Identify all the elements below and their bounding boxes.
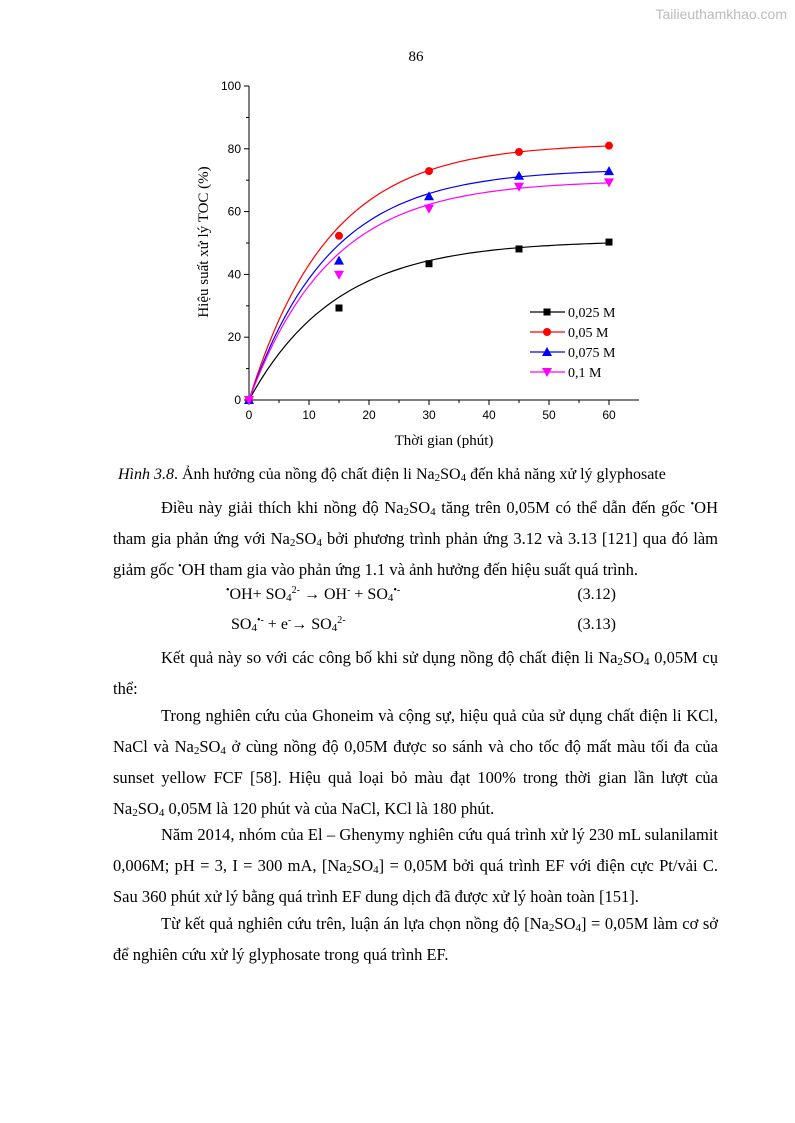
legend-label: 0,075 M bbox=[568, 346, 616, 361]
marker-square bbox=[426, 260, 433, 267]
marker-triangle-up bbox=[604, 166, 614, 175]
paragraph-1: Điều này giải thích khi nồng độ Na2SO4 tăng trên 0,05M có thể dẫn đến gốc •OH tham gia phản ứng với Na2SO4 bởi phương trình phản ứng 3.12 và 3.13 [121] qua đó làm giảm gốc •OH tham gia vào phản ứng 1.1 và ảnh hưởng đến hiệu suất quá trình. bbox=[113, 498, 718, 579]
y-tick-label: 0 bbox=[234, 393, 241, 407]
marker-square bbox=[606, 239, 613, 246]
figure-caption: Hình 3.8. Ảnh hưởng của nồng độ chất điện li Na2SO4 đến khả năng xử lý glyphosate bbox=[118, 466, 666, 484]
toc-efficiency-chart bbox=[185, 74, 655, 454]
x-axis-label: Thời gian (phút) bbox=[394, 433, 494, 449]
marker-circle bbox=[425, 167, 433, 175]
series-layer bbox=[244, 142, 614, 405]
equation-3-13: $SO4^{•-} + e^-\to SO4^{2-}$ (3.13) bbox=[231, 615, 616, 634]
x-tick-label: 50 bbox=[542, 408, 556, 422]
y-axis-label: Hiệu suất xử lý TOC (%) bbox=[196, 166, 212, 318]
marker-circle bbox=[605, 142, 613, 150]
equation-number: (3.12) bbox=[577, 586, 616, 603]
x-tick-label: 0 bbox=[245, 408, 253, 422]
marker-square bbox=[336, 304, 343, 311]
legend bbox=[530, 306, 616, 381]
legend-label: 0,05 M bbox=[568, 326, 609, 341]
equation-number: (3.13) bbox=[577, 616, 616, 633]
marker-square bbox=[544, 309, 551, 316]
arrow-icon: → bbox=[291, 616, 308, 633]
marker-triangle-down bbox=[424, 205, 434, 214]
legend-label: 0,1 M bbox=[568, 366, 602, 381]
marker-square bbox=[516, 245, 523, 252]
marker-triangle-down bbox=[334, 271, 344, 280]
marker-circle bbox=[335, 232, 343, 240]
marker-circle bbox=[515, 148, 523, 156]
equation-3-12: $^•OH+ SO4^{2-} \to OH^- + SO4^{•-}$ (3.12) bbox=[226, 585, 616, 604]
watermark: Tailieuthamkhao.com bbox=[655, 6, 787, 22]
y-tick-label: 60 bbox=[227, 204, 241, 219]
y-tick-label: 40 bbox=[227, 267, 241, 282]
x-tick-label: 30 bbox=[422, 408, 436, 422]
paragraph-5: Từ kết quả nghiên cứu trên, luận án lựa chọn nồng độ [Na2SO4] = 0,05M làm cơ sở để nghiên cứu xử lý glyphosate trong quá trình EF. bbox=[113, 914, 718, 964]
legend-label: 0,025 M bbox=[568, 306, 616, 321]
page-number: 86 bbox=[408, 49, 424, 65]
x-tick-label: 40 bbox=[482, 408, 496, 422]
series-line-2 bbox=[249, 146, 609, 400]
series-line-4 bbox=[249, 183, 609, 400]
x-tick-label: 60 bbox=[602, 408, 616, 422]
y-tick-label: 20 bbox=[227, 330, 241, 345]
paragraph-3: Trong nghiên cứu của Ghoneim và cộng sự, hiệu quả của sử dụng chất điện li KCl, NaCl và Na2SO4 ở cùng nồng độ 0,05M được so sánh và cho tốc độ mất màu tối đa của sunset yellow FCF [58]. Hiệu quả loại bỏ màu đạt 100% trong thời gian lần lượt của Na2SO4 0,05M là 120 phút và của NaCl, KCl là 180 phút. bbox=[113, 706, 718, 819]
y-tick-label: 100 bbox=[220, 79, 241, 93]
paragraph-4: Năm 2014, nhóm của El – Ghenymy nghiên cứu quá trình xử lý 230 mL sulanilamit 0,006M; pH = 3, I = 300 mA, [Na2SO4] = 0,05M bởi quá trình EF với điện cực Pt/vải C. Sau 360 phút xử lý bằng quá trình EF dung dịch đã được xử lý hoàn toàn [151]. bbox=[113, 825, 719, 906]
marker-triangle-down bbox=[514, 183, 524, 192]
arrow-icon: → bbox=[303, 586, 320, 603]
figure-label: Hình 3.8 bbox=[118, 466, 174, 483]
y-tick-label: 80 bbox=[227, 141, 241, 156]
marker-circle bbox=[543, 328, 551, 336]
x-tick-label: 10 bbox=[302, 408, 316, 422]
marker-triangle-up bbox=[514, 171, 524, 180]
paragraph-2: Kết quả này so với các công bố khi sử dụng nồng độ chất điện li Na2SO4 0,05M cụ thể: bbox=[113, 648, 718, 698]
x-tick-label: 20 bbox=[362, 408, 376, 422]
